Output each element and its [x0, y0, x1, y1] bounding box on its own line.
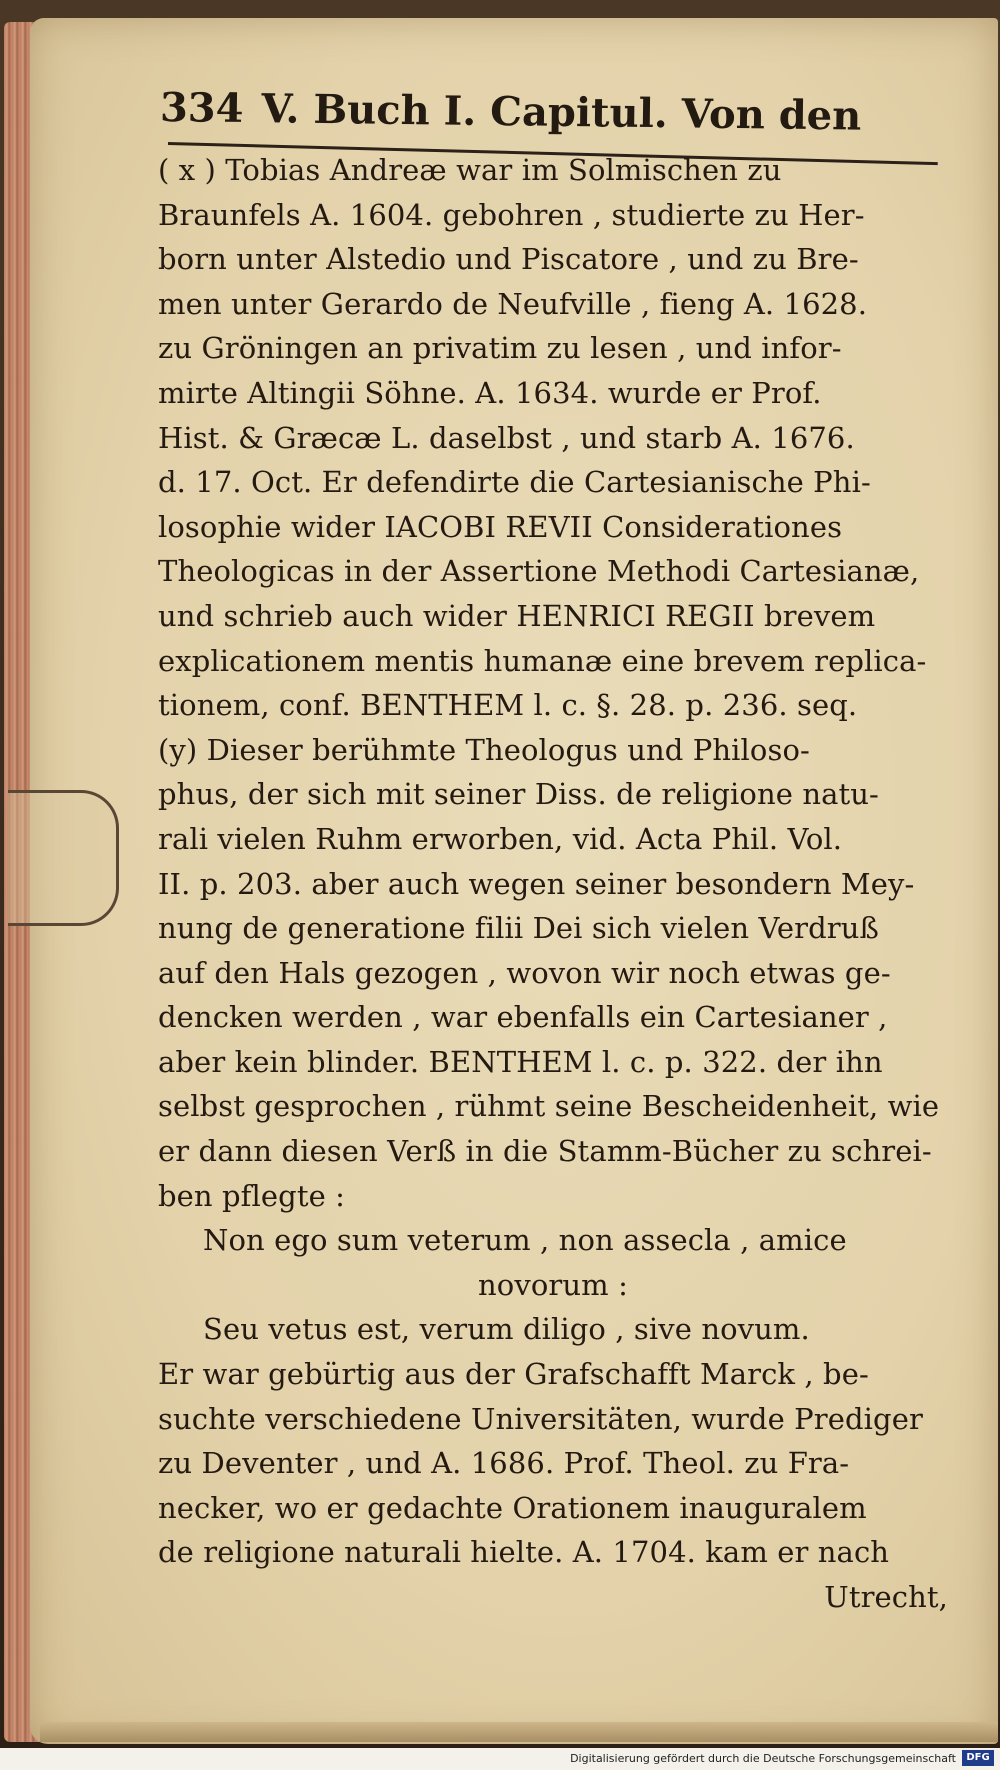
text-line: ben pflegte :: [158, 1178, 346, 1213]
text-line: d. 17. Oct. Er defendirte die Cartesianische Phi-: [158, 465, 871, 500]
text-line: Theologicas in der Assertione Methodi Cartesianæ,: [158, 554, 920, 589]
text-line: suchte verschiedene Universitäten, wurde Prediger: [158, 1401, 923, 1436]
dfg-logo: DFG: [962, 1750, 994, 1766]
text-line: de religione naturali hielte. A. 1704. kam er nach: [158, 1535, 890, 1570]
catchword: Utrecht,: [824, 1580, 948, 1614]
text-line: er dann diesen Verß in die Stamm-Bücher zu schrei-: [158, 1134, 932, 1169]
text-line: Braunfels A. 1604. gebohren , studierte zu Her-: [158, 197, 865, 232]
verse-line: Non ego sum veterum , non assecla , amice: [203, 1223, 847, 1258]
text-line: selbst gesprochen , rühmt seine Bescheidenheit, wie: [158, 1089, 940, 1124]
text-line: nung de generatione filii Dei sich vielen Verdruß: [158, 911, 880, 946]
text-line: ( x ) Tobias Andreæ war im Solmischen zu: [158, 153, 782, 187]
bookmark-tab: [8, 790, 119, 926]
text-line: (y) Dieser berühmte Theologus und Philoso-: [158, 732, 810, 767]
text-line: Hist. & Græcæ L. daselbst , und starb A. 1676.: [158, 420, 855, 455]
text-line: Er war gebürtig aus der Grafschafft Marck , be-: [158, 1357, 869, 1392]
text-line: tionem, conf. BENTHEM l. c. §. 28. p. 236. seq.: [158, 688, 858, 723]
text-line: losophie wider IACOBI REVII Considerationes: [158, 509, 843, 544]
footer-credit: Digitalisierung gefördert durch die Deutsche Forschungsgemeinschaft: [570, 1752, 956, 1765]
page-number: 334: [159, 84, 244, 133]
text-line: auf den Hals gezogen , wovon wir noch etwas ge-: [158, 955, 891, 990]
page-bottom-edge: [40, 1722, 998, 1742]
text-line: dencken werden , war ebenfalls ein Cartesianer ,: [158, 1000, 888, 1035]
text-line: explicationem mentis humanæ eine brevem replica-: [158, 643, 927, 678]
text-line: zu Deventer , und A. 1686. Prof. Theol. zu Fra-: [158, 1446, 850, 1481]
text-line: men unter Gerardo de Neufville , fieng A. 1628.: [158, 286, 868, 321]
text-line: und schrieb auch wider HENRICI REGII brevem: [158, 598, 876, 633]
text-line: II. p. 203. aber auch wegen seiner besondern Mey-: [158, 866, 915, 901]
text-line: rali vielen Ruhm erworben, vid. Acta Phil. Vol.: [158, 821, 843, 856]
text-line: necker, wo er gedachte Orationem inauguralem: [158, 1490, 867, 1525]
verse-line: novorum :: [478, 1267, 628, 1302]
verse-line: Seu vetus est, verum diligo , sive novum.: [203, 1312, 810, 1347]
text-line: aber kein blinder. BENTHEM l. c. p. 322. der ihn: [158, 1044, 883, 1079]
running-title: V. Buch I. Capitul. Von den: [261, 85, 862, 140]
text-line: phus, der sich mit seiner Diss. de religione natu-: [158, 777, 879, 812]
text-line: mirte Altingii Söhne. A. 1634. wurde er Prof.: [158, 375, 822, 410]
text-line: born unter Alstedio und Piscatore , und zu Bre-: [158, 242, 859, 277]
body-text: [158, 148, 948, 1620]
running-head: [160, 84, 921, 140]
text-line: zu Gröningen an privatim zu lesen , und infor-: [158, 331, 842, 366]
